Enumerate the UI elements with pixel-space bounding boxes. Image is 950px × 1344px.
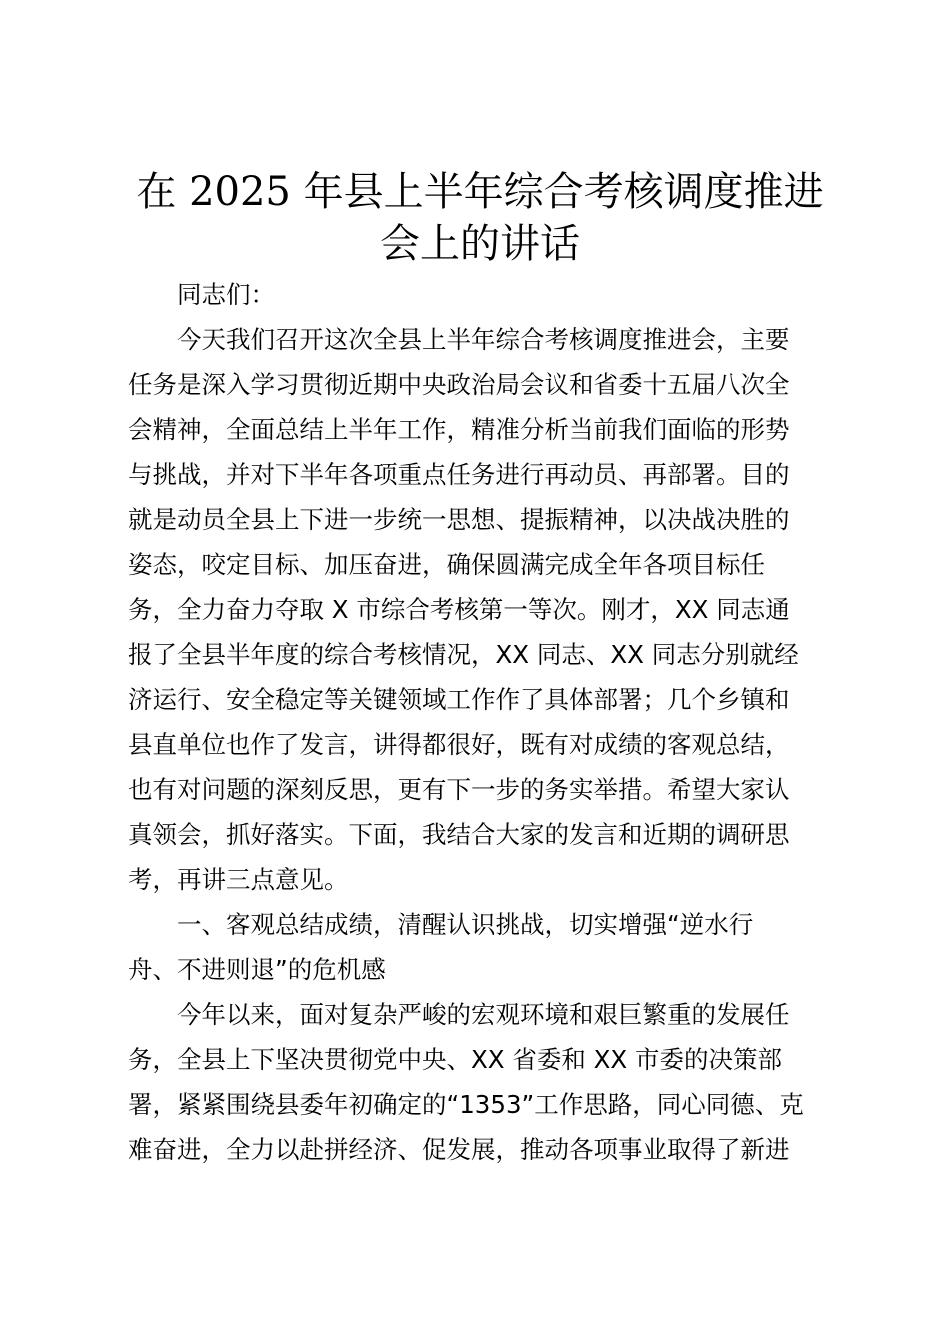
text-line: 署，紧紧围绕县委年初确定的“1353”工作思路，同心同德、克 — [128, 1090, 804, 1119]
text-line: 考，再讲三点意见。 — [128, 865, 349, 894]
text-line: 难奋进，全力以赴拼经济、促发展，推动各项事业取得了新进 — [128, 1135, 790, 1164]
title-line: 在 2025 年县上半年综合考核调度推进 — [136, 169, 824, 215]
title-line: 会上的讲话 — [380, 221, 580, 267]
text-line: 与挑战，并对下半年各项重点任务进行再动员、再部署。目的 — [128, 460, 790, 489]
section-heading — [128, 902, 830, 992]
text-line: 今天我们召开这次全县上半年综合考核调度推进会，主要 — [177, 325, 790, 354]
document-title — [120, 166, 840, 270]
text-line: 真领会，抓好落实。下面，我结合大家的发言和近期的调研思 — [128, 820, 790, 849]
text-line: 县直单位也作了发言，讲得都很好，既有对成绩的客观总结， — [128, 730, 790, 759]
text-line: 舟、不进则退”的危机感 — [128, 955, 386, 984]
text-line: 务，全县上下坚决贯彻党中央、XX 省委和 XX 市委的决策部 — [128, 1045, 782, 1074]
text-line: 任务是深入学习贯彻近期中央政治局会议和省委十五届八次全 — [128, 370, 790, 399]
text-line: 也有对问题的深刻反思，更有下一步的务实举措。希望大家认 — [128, 775, 790, 804]
intro-paragraph — [128, 317, 830, 902]
document-body — [128, 272, 830, 1172]
body-paragraph — [128, 992, 830, 1172]
text-line: 济运行、安全稳定等关键领域工作作了具体部署；几个乡镇和 — [128, 685, 790, 714]
salutation-paragraph — [128, 272, 830, 317]
text-line: 务，全力奋力夺取 X 市综合考核第一等次。刚才，XX 同志通 — [128, 595, 790, 624]
text-line: 姿态，咬定目标、加压奋进，确保圆满完成全年各项目标任 — [128, 550, 765, 579]
text-line: 会精神，全面总结上半年工作，精准分析当前我们面临的形势 — [128, 415, 790, 444]
text-line: 同志们： — [177, 280, 275, 309]
text-line: 报了全县半年度的综合考核情况，XX 同志、XX 同志分别就经 — [128, 640, 799, 669]
text-line: 就是动员全县上下进一步统一思想、提振精神，以决战决胜的 — [128, 505, 790, 534]
text-line: 今年以来，面对复杂严峻的宏观环境和艰巨繁重的发展任 — [177, 1000, 790, 1029]
text-line: 一、客观总结成绩，清醒认识挑战，切实增强“逆水行 — [177, 910, 754, 939]
